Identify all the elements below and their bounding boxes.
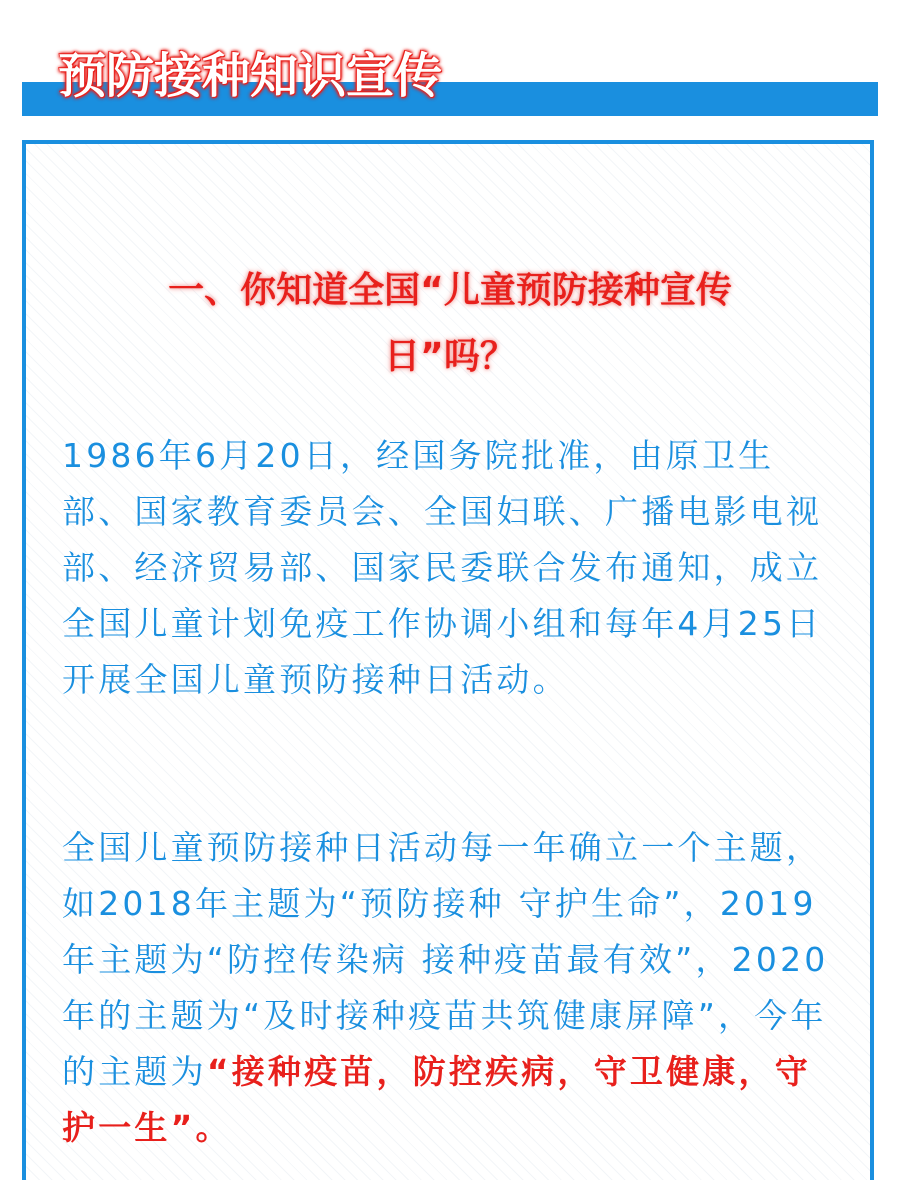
current-theme-highlight: “接种疫苗，防控疾病，守卫健康，守护一生”: [62, 1052, 811, 1147]
section-heading: 一、你知道全国“儿童预防接种宣传日”吗？: [168, 270, 732, 377]
themes-end-punct: 。: [195, 1108, 232, 1147]
paragraph-themes: [62, 820, 842, 1156]
themes-text: 全国儿童预防接种日活动每一年确立一个主题，如2018年主题为“预防接种 守护生命”，2019年主题为“防控传染病 接种疫苗最有效”，2020年的主题为“及时接种疫苗共筑健康屏障”，今年的主题为: [62, 828, 829, 1091]
page-title: 预防接种知识宣传: [58, 48, 443, 104]
paragraph-history: 1986年6月20日，经国务院批准，由原卫生部、国家教育委员会、全国妇联、广播电影电视部、经济贸易部、国家民委联合发布通知，成立全国儿童计划免疫工作协调小组和每年4月25日开展全国儿童预防接种日活动。: [62, 436, 823, 699]
